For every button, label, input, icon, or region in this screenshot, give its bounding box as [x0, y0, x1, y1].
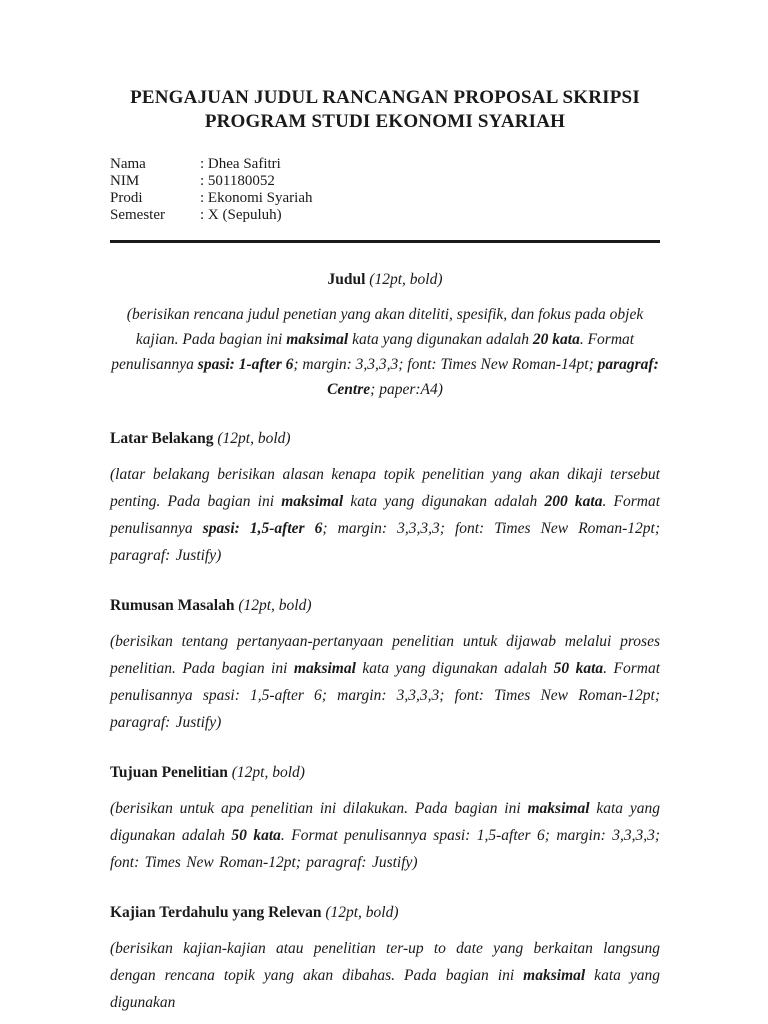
document-title-line1: PENGAJUAN JUDUL RANCANGAN PROPOSAL SKRIPSI [130, 87, 640, 108]
section-heading-note: (12pt, bold) [365, 271, 443, 288]
section-body [110, 935, 660, 1016]
identity-label: Semester [110, 207, 165, 223]
text-run: kata yang digunakan adalah [343, 493, 545, 510]
text-run: maksimal [527, 800, 590, 817]
text-run: 200 kata [544, 493, 603, 510]
text-run: . Format penulisannya [111, 331, 635, 373]
identity-separator: : [200, 173, 208, 189]
text-run: (latar belakang berisikan alasan kenapa topik penelitian yang akan dikaji tersebut penting. Pada bagian ini [110, 466, 660, 510]
section-heading-note: (12pt, bold) [227, 764, 305, 781]
text-run: kata yang digunakan [110, 967, 660, 1011]
section-heading [110, 429, 660, 449]
identity-row [110, 207, 660, 224]
text-run: spasi: 1-after 6 [197, 356, 294, 373]
identity-row [110, 156, 660, 173]
identity-value: Ekonomi Syariah [207, 190, 313, 206]
section-heading-title: Judul [327, 271, 366, 288]
text-run: ; paper:A4) [370, 381, 443, 398]
identity-label: Prodi [110, 190, 143, 206]
text-run: maksimal [286, 331, 349, 348]
section-heading-title: Tujuan Penelitian [110, 764, 228, 781]
text-run: ; margin: 3,3,3,3; font: Times New Roman-12pt; paragraf: Justify) [110, 520, 661, 564]
section-body [110, 302, 660, 402]
section-heading [110, 903, 660, 923]
text-run: 20 kata [532, 331, 580, 348]
section-body [110, 795, 660, 876]
identity-value: 501180052 [207, 173, 275, 189]
text-run: paragraf: Centre [327, 356, 659, 398]
section-body [110, 461, 660, 569]
text-run: . Format penulisannya spasi: 1,5-after 6; margin: 3,3,3,3; font: Times New Roman-12pt; paragraf: Justify) [110, 827, 660, 871]
text-run: maksimal [293, 660, 356, 677]
text-run: 50 kata [553, 660, 604, 677]
identity-row [110, 173, 660, 190]
identity-value: X (Sepuluh) [207, 207, 282, 223]
document-title [110, 86, 660, 134]
identity-separator: : [200, 207, 208, 223]
text-run: (berisikan untuk apa penelitian ini dilakukan. Pada bagian ini [110, 800, 528, 817]
identity-label: Nama [110, 156, 146, 172]
text-run: (berisikan kajian-kajian atau penelitian ter-up to date yang berkaitan langsung dengan rencana topik yang akan dibahas. Pada bagian ini [110, 940, 660, 984]
section-heading-note: (12pt, bold) [213, 430, 291, 447]
section-heading-title: Latar Belakang [110, 430, 214, 447]
text-run: spasi: 1,5-after 6 [202, 520, 323, 537]
text-run: . Format penulisannya spasi: 1,5-after 6; margin: 3,3,3,3; font: Times New Roman-12pt; paragraf: Justify) [110, 660, 661, 731]
section-heading-title: Kajian Terdahulu yang Relevan [110, 904, 322, 921]
identity-block [110, 156, 660, 224]
identity-value: Dhea Safitri [207, 156, 281, 172]
identity-label: NIM [110, 173, 140, 189]
identity-row [110, 190, 660, 207]
section-heading [110, 763, 660, 783]
text-run: kata yang digunakan adalah [110, 800, 660, 844]
identity-separator: : [200, 190, 208, 206]
separator-rule [110, 240, 660, 243]
document-content [110, 86, 660, 1016]
identity-separator: : [200, 156, 208, 172]
text-run: ; margin: 3,3,3,3; font: Times New Roman-14pt; [293, 356, 598, 373]
text-run: maksimal [523, 967, 586, 984]
section-heading-title: Rumusan Masalah [110, 597, 235, 614]
text-run: (berisikan rencana judul penetian yang akan diteliti, spesifik, dan fokus pada objek kajian. Pada bagian ini [126, 306, 644, 348]
sections [110, 270, 660, 1016]
document-title-line2: PROGRAM STUDI EKONOMI SYARIAH [204, 111, 566, 132]
section-heading-note: (12pt, bold) [234, 597, 312, 614]
section-heading [110, 270, 660, 290]
section-body [110, 628, 660, 736]
section-heading [110, 596, 660, 616]
text-run: 50 kata [231, 827, 281, 844]
section-heading-note: (12pt, bold) [321, 904, 399, 921]
text-run: kata yang digunakan adalah [348, 331, 533, 348]
text-run: (berisikan tentang pertanyaan-pertanyaan penelitian untuk dijawab melalui proses penelitian. Pada bagian ini [110, 633, 660, 677]
text-run: maksimal [281, 493, 344, 510]
text-run: kata yang digunakan adalah [355, 660, 554, 677]
text-run: . Format penulisannya [110, 493, 661, 537]
